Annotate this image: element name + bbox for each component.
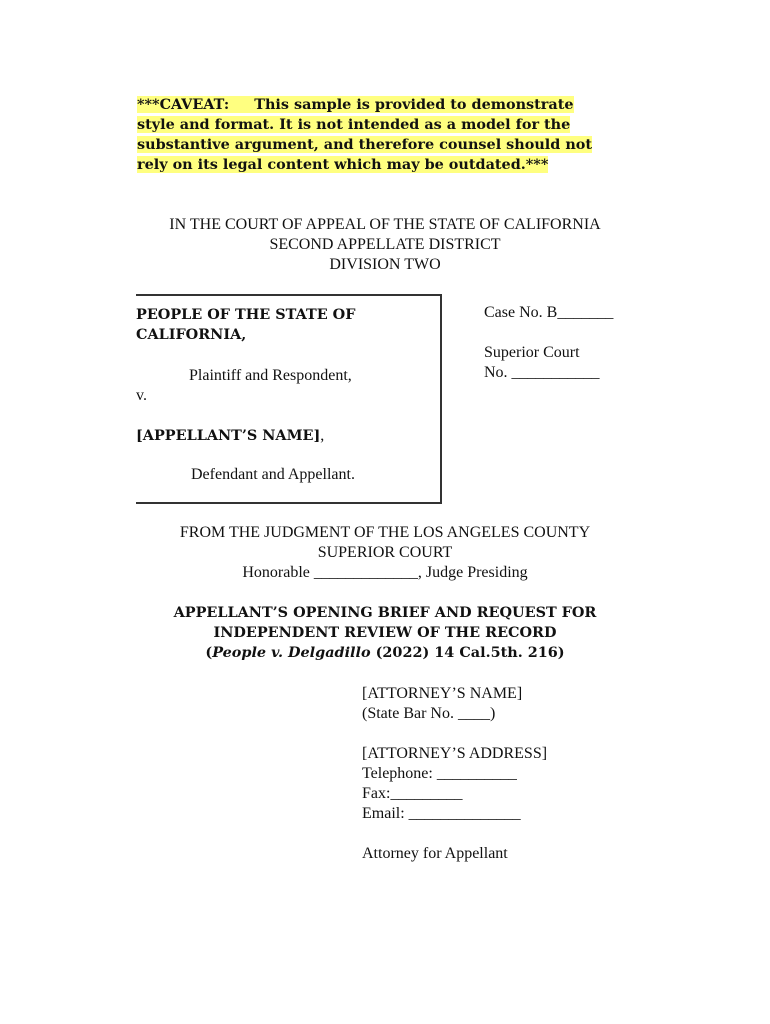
judgment-source	[120, 523, 650, 583]
case-caption-box	[136, 294, 442, 504]
citation-open: (	[205, 644, 213, 661]
appellant-name-suffix: ,	[320, 427, 325, 444]
plaintiff-name-line1: PEOPLE OF THE STATE OF	[136, 306, 356, 323]
state-bar-number: (State Bar No. ____)	[362, 705, 496, 722]
court-heading	[120, 215, 650, 275]
judge-presiding: Honorable _____________, Judge Presiding	[242, 564, 528, 581]
division: DIVISION TWO	[329, 256, 441, 273]
judgment-line1: FROM THE JUDGMENT OF THE LOS ANGELES COUNTY	[179, 524, 591, 541]
caveat-line4: rely on its legal content which may be outdated.***	[137, 156, 549, 173]
defendant-name	[136, 426, 324, 446]
brief-title	[110, 603, 660, 663]
superior-court-label: Superior Court	[484, 344, 580, 361]
plaintiff-name-line2: CALIFORNIA,	[136, 326, 247, 343]
attorney-telephone: Telephone: __________	[362, 765, 517, 782]
attorney-name: [ATTORNEY’S NAME]	[362, 685, 523, 702]
caveat-notice	[137, 95, 627, 175]
brief-title-line1: APPELLANT’S OPENING BRIEF AND REQUEST FOR	[173, 604, 597, 621]
brief-title-line2: INDEPENDENT REVIEW OF THE RECORD	[213, 624, 557, 641]
plaintiff-role: Plaintiff and Respondent,	[189, 367, 352, 384]
court-name: IN THE COURT OF APPEAL OF THE STATE OF CALIFORNIA	[169, 216, 601, 233]
plaintiff-name	[136, 305, 426, 345]
caveat-label: ***CAVEAT:	[137, 96, 230, 113]
appellant-name: [APPELLANT’S NAME]	[136, 427, 321, 444]
attorney-block	[362, 684, 642, 864]
brief-title-line3	[110, 643, 660, 663]
caveat-line1: This sample is provided to demonstrate	[254, 96, 574, 113]
judgment-line2: SUPERIOR COURT	[317, 544, 453, 561]
attorney-fax: Fax:_________	[362, 785, 463, 802]
case-info	[484, 303, 644, 383]
caveat-line3: substantive argument, and therefore counsel should not	[137, 136, 593, 153]
attorney-role: Attorney for Appellant	[362, 845, 508, 862]
appellate-district: SECOND APPELLATE DISTRICT	[269, 236, 501, 253]
superior-court-number: No. ___________	[484, 364, 600, 381]
defendant-role: Defendant and Appellant.	[191, 466, 355, 483]
case-citation-name: People v. Delgadillo	[212, 644, 371, 661]
caveat-line2: style and format. It is not intended as a model for the	[137, 116, 571, 133]
case-citation-rest: (2022) 14 Cal.5th. 216)	[370, 644, 565, 661]
case-number: Case No. B_______	[484, 304, 614, 321]
attorney-email: Email: ______________	[362, 805, 521, 822]
attorney-address: [ATTORNEY’S ADDRESS]	[362, 745, 548, 762]
versus: v.	[136, 387, 147, 404]
